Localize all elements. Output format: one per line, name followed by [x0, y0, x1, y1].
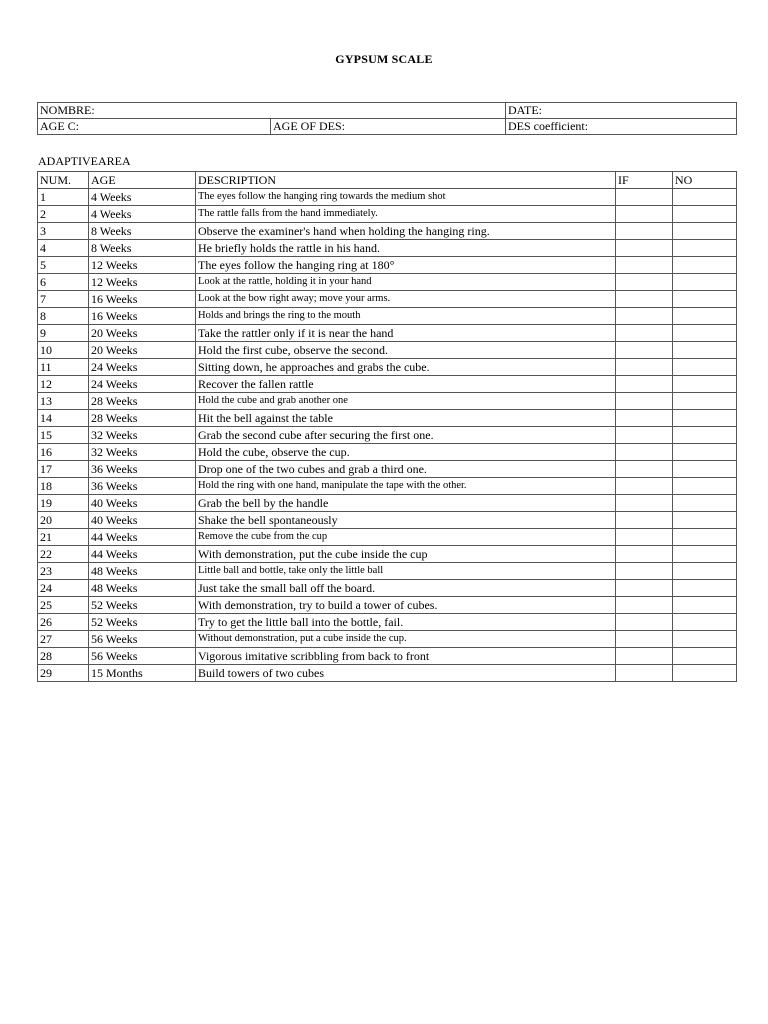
- row-description: The eyes follow the hanging ring at 180°: [196, 257, 616, 274]
- age-c-field[interactable]: AGE C:: [38, 119, 271, 135]
- row-if-checkbox[interactable]: [616, 359, 673, 376]
- row-age: 32 Weeks: [89, 444, 196, 461]
- row-age: 36 Weeks: [89, 478, 196, 495]
- row-no-checkbox[interactable]: [673, 291, 737, 308]
- row-if-checkbox[interactable]: [616, 325, 673, 342]
- row-description: Build towers of two cubes: [196, 665, 616, 682]
- row-num: 27: [38, 631, 89, 648]
- row-if-checkbox[interactable]: [616, 597, 673, 614]
- row-description: With demonstration, try to build a tower of cubes.: [196, 597, 616, 614]
- table-row: [38, 189, 737, 206]
- row-age: 36 Weeks: [89, 461, 196, 478]
- row-age: 40 Weeks: [89, 495, 196, 512]
- row-no-checkbox[interactable]: [673, 665, 737, 682]
- row-num: 15: [38, 427, 89, 444]
- table-row: [38, 444, 737, 461]
- row-no-checkbox[interactable]: [673, 427, 737, 444]
- row-if-checkbox[interactable]: [616, 648, 673, 665]
- row-description: Hit the bell against the table: [196, 410, 616, 427]
- row-no-checkbox[interactable]: [673, 325, 737, 342]
- row-num: 16: [38, 444, 89, 461]
- row-num: 13: [38, 393, 89, 410]
- row-description: Hold the cube and grab another one: [196, 393, 616, 410]
- row-num: 20: [38, 512, 89, 529]
- row-no-checkbox[interactable]: [673, 189, 737, 206]
- table-row: [38, 393, 737, 410]
- row-num: 19: [38, 495, 89, 512]
- row-num: 12: [38, 376, 89, 393]
- row-age: 16 Weeks: [89, 308, 196, 325]
- row-age: 20 Weeks: [89, 342, 196, 359]
- row-description: Try to get the little ball into the bottle, fail.: [196, 614, 616, 631]
- table-row: [38, 546, 737, 563]
- row-description: Grab the second cube after securing the first one.: [196, 427, 616, 444]
- row-age: 20 Weeks: [89, 325, 196, 342]
- row-num: 23: [38, 563, 89, 580]
- row-if-checkbox[interactable]: [616, 393, 673, 410]
- table-row: [38, 291, 737, 308]
- row-if-checkbox[interactable]: [616, 274, 673, 291]
- row-if-checkbox[interactable]: [616, 308, 673, 325]
- row-if-checkbox[interactable]: [616, 257, 673, 274]
- row-age: 32 Weeks: [89, 427, 196, 444]
- row-num: 28: [38, 648, 89, 665]
- page-title: GYPSUM SCALE: [335, 52, 433, 66]
- row-if-checkbox[interactable]: [616, 546, 673, 563]
- row-num: 29: [38, 665, 89, 682]
- row-num: 14: [38, 410, 89, 427]
- row-no-checkbox[interactable]: [673, 648, 737, 665]
- row-description: Take the rattler only if it is near the hand: [196, 325, 616, 342]
- row-if-checkbox[interactable]: [616, 240, 673, 257]
- column-header-no: NO: [673, 172, 737, 189]
- row-if-checkbox[interactable]: [616, 614, 673, 631]
- row-description: Hold the first cube, observe the second.: [196, 342, 616, 359]
- row-no-checkbox[interactable]: [673, 444, 737, 461]
- row-num: 22: [38, 546, 89, 563]
- row-num: 17: [38, 461, 89, 478]
- row-age: 56 Weeks: [89, 648, 196, 665]
- row-description: Drop one of the two cubes and grab a third one.: [196, 461, 616, 478]
- row-description: Holds and brings the ring to the mouth: [196, 308, 616, 325]
- table-row: [38, 376, 737, 393]
- table-row: [38, 223, 737, 240]
- row-if-checkbox[interactable]: [616, 478, 673, 495]
- assessment-table: [37, 171, 737, 682]
- row-num: 9: [38, 325, 89, 342]
- date-field[interactable]: DATE:: [506, 103, 737, 119]
- row-num: 4: [38, 240, 89, 257]
- column-header-num: NUM.: [38, 172, 89, 189]
- row-description: Vigorous imitative scribbling from back to front: [196, 648, 616, 665]
- row-description: Grab the bell by the handle: [196, 495, 616, 512]
- table-row: [38, 478, 737, 495]
- row-no-checkbox[interactable]: [673, 342, 737, 359]
- row-age: 40 Weeks: [89, 512, 196, 529]
- table-row: [38, 257, 737, 274]
- row-if-checkbox[interactable]: [616, 444, 673, 461]
- row-if-checkbox[interactable]: [616, 376, 673, 393]
- row-if-checkbox[interactable]: [616, 342, 673, 359]
- row-description: Sitting down, he approaches and grabs the cube.: [196, 359, 616, 376]
- row-no-checkbox[interactable]: [673, 206, 737, 223]
- row-no-checkbox[interactable]: [673, 274, 737, 291]
- row-no-checkbox[interactable]: [673, 512, 737, 529]
- row-num: 24: [38, 580, 89, 597]
- row-age: 48 Weeks: [89, 580, 196, 597]
- row-description: Without demonstration, put a cube inside the cup.: [196, 631, 616, 648]
- row-num: 5: [38, 257, 89, 274]
- table-row: [38, 359, 737, 376]
- row-age: 16 Weeks: [89, 291, 196, 308]
- table-row: [38, 308, 737, 325]
- row-no-checkbox[interactable]: [673, 393, 737, 410]
- row-num: 25: [38, 597, 89, 614]
- row-no-checkbox[interactable]: [673, 376, 737, 393]
- row-num: 21: [38, 529, 89, 546]
- row-age: 52 Weeks: [89, 614, 196, 631]
- row-num: 6: [38, 274, 89, 291]
- row-if-checkbox[interactable]: [616, 461, 673, 478]
- row-age: 24 Weeks: [89, 376, 196, 393]
- row-no-checkbox[interactable]: [673, 631, 737, 648]
- row-no-checkbox[interactable]: [673, 240, 737, 257]
- row-description: Shake the bell spontaneously: [196, 512, 616, 529]
- row-num: 10: [38, 342, 89, 359]
- table-row: [38, 631, 737, 648]
- row-age: 44 Weeks: [89, 529, 196, 546]
- row-description: Hold the ring with one hand, manipulate the tape with the other.: [196, 478, 616, 495]
- patient-info-row-2: [38, 119, 737, 135]
- table-row: [38, 206, 737, 223]
- row-no-checkbox[interactable]: [673, 495, 737, 512]
- row-age: 12 Weeks: [89, 274, 196, 291]
- row-no-checkbox[interactable]: [673, 563, 737, 580]
- row-no-checkbox[interactable]: [673, 308, 737, 325]
- row-if-checkbox[interactable]: [616, 580, 673, 597]
- row-age: 8 Weeks: [89, 223, 196, 240]
- row-if-checkbox[interactable]: [616, 189, 673, 206]
- row-if-checkbox[interactable]: [616, 223, 673, 240]
- des-coefficient-field[interactable]: DES coefficient:: [506, 119, 737, 135]
- row-age: 4 Weeks: [89, 206, 196, 223]
- table-row: [38, 648, 737, 665]
- row-age: 4 Weeks: [89, 189, 196, 206]
- section-label: ADAPTIVEAREA: [38, 154, 131, 168]
- column-header-description: DESCRIPTION: [196, 172, 616, 189]
- row-description: Recover the fallen rattle: [196, 376, 616, 393]
- row-age: 44 Weeks: [89, 546, 196, 563]
- row-no-checkbox[interactable]: [673, 597, 737, 614]
- table-row: [38, 597, 737, 614]
- row-no-checkbox[interactable]: [673, 359, 737, 376]
- row-if-checkbox[interactable]: [616, 410, 673, 427]
- row-age: 12 Weeks: [89, 257, 196, 274]
- table-row: [38, 240, 737, 257]
- table-row: [38, 274, 737, 291]
- row-age: 56 Weeks: [89, 631, 196, 648]
- row-if-checkbox[interactable]: [616, 427, 673, 444]
- table-row: [38, 614, 737, 631]
- row-if-checkbox[interactable]: [616, 665, 673, 682]
- row-description: With demonstration, put the cube inside the cup: [196, 546, 616, 563]
- row-age: 24 Weeks: [89, 359, 196, 376]
- column-header-age: AGE: [89, 172, 196, 189]
- row-if-checkbox[interactable]: [616, 512, 673, 529]
- row-if-checkbox[interactable]: [616, 495, 673, 512]
- patient-info-table: [37, 102, 737, 135]
- row-no-checkbox[interactable]: [673, 580, 737, 597]
- table-row: [38, 580, 737, 597]
- row-description: Look at the bow right away; move your arms.: [196, 291, 616, 308]
- row-description: The eyes follow the hanging ring towards the medium shot: [196, 189, 616, 206]
- row-no-checkbox[interactable]: [673, 614, 737, 631]
- table-row: [38, 427, 737, 444]
- row-description: Hold the cube, observe the cup.: [196, 444, 616, 461]
- row-num: 26: [38, 614, 89, 631]
- table-row: [38, 325, 737, 342]
- row-num: 18: [38, 478, 89, 495]
- row-description: Remove the cube from the cup: [196, 529, 616, 546]
- row-no-checkbox[interactable]: [673, 223, 737, 240]
- row-description: The rattle falls from the hand immediately.: [196, 206, 616, 223]
- row-no-checkbox[interactable]: [673, 546, 737, 563]
- row-num: 7: [38, 291, 89, 308]
- row-no-checkbox[interactable]: [673, 257, 737, 274]
- row-age: 52 Weeks: [89, 597, 196, 614]
- row-num: 2: [38, 206, 89, 223]
- row-no-checkbox[interactable]: [673, 529, 737, 546]
- row-description: Look at the rattle, holding it in your hand: [196, 274, 616, 291]
- row-age: 28 Weeks: [89, 393, 196, 410]
- row-no-checkbox[interactable]: [673, 478, 737, 495]
- table-row: [38, 563, 737, 580]
- row-description: He briefly holds the rattle in his hand.: [196, 240, 616, 257]
- row-age: 15 Months: [89, 665, 196, 682]
- age-of-des-field[interactable]: AGE OF DES:: [271, 119, 506, 135]
- row-if-checkbox[interactable]: [616, 563, 673, 580]
- row-age: 28 Weeks: [89, 410, 196, 427]
- patient-info-row-1: [38, 103, 737, 119]
- table-row: [38, 410, 737, 427]
- row-if-checkbox[interactable]: [616, 631, 673, 648]
- table-row: [38, 512, 737, 529]
- table-row: [38, 461, 737, 478]
- row-if-checkbox[interactable]: [616, 206, 673, 223]
- row-num: 3: [38, 223, 89, 240]
- row-num: 11: [38, 359, 89, 376]
- row-no-checkbox[interactable]: [673, 410, 737, 427]
- row-if-checkbox[interactable]: [616, 529, 673, 546]
- column-header-if: IF: [616, 172, 673, 189]
- row-description: Little ball and bottle, take only the little ball: [196, 563, 616, 580]
- row-age: 48 Weeks: [89, 563, 196, 580]
- row-description: Observe the examiner's hand when holding the hanging ring.: [196, 223, 616, 240]
- table-row: [38, 529, 737, 546]
- row-if-checkbox[interactable]: [616, 291, 673, 308]
- row-num: 8: [38, 308, 89, 325]
- table-row: [38, 665, 737, 682]
- table-header-row: [38, 172, 737, 189]
- table-row: [38, 495, 737, 512]
- table-row: [38, 342, 737, 359]
- row-age: 8 Weeks: [89, 240, 196, 257]
- assessment-rows: [38, 189, 737, 682]
- nombre-field[interactable]: NOMBRE:: [38, 103, 506, 119]
- row-no-checkbox[interactable]: [673, 461, 737, 478]
- row-description: Just take the small ball off the board.: [196, 580, 616, 597]
- row-num: 1: [38, 189, 89, 206]
